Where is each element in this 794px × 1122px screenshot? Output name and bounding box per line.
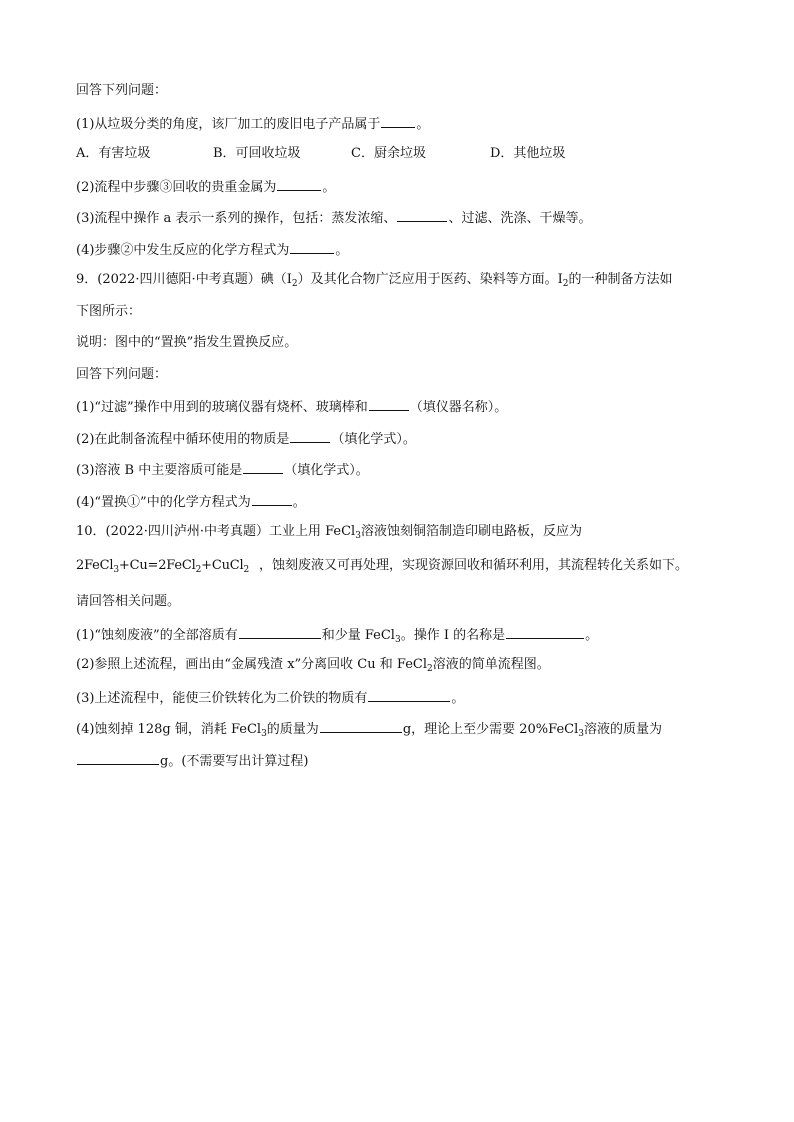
option-b[interactable]: B．可回收垃圾: [213, 146, 301, 161]
answer-blank[interactable]: [369, 397, 409, 411]
q8-options: [76, 145, 734, 163]
answer-blank[interactable]: [77, 751, 159, 765]
q9-part4: (4)“置换①”中的化学方程式为 。: [76, 492, 734, 510]
q9-stem-line2: 下图所示：: [76, 304, 142, 319]
answer-blank[interactable]: [381, 114, 415, 128]
q9-stem-line1: 9．(2022·四川德阳·中考真题）碘$(I_2)$及其化合物广泛应用于医药、染料等方面。$I_2$的一种制备方法如: [76, 272, 673, 289]
option-c[interactable]: C．厨余垃圾: [351, 146, 426, 161]
q10-equation-line: 2FeCl$_3$+Cu=2FeCl$_2$+CuCl$_2$ ，蚀刻废液又可再处理，实现资源回收和循环利用，其流程转化关系如下。: [76, 558, 689, 575]
option-a[interactable]: A．有害垃圾: [76, 146, 151, 161]
q10-part2: (2)参照上述流程，画出由“金属残渣 x”分离回收 Cu 和 FeCl$_2$溶液的简单流程图。: [76, 657, 550, 674]
q9-intro: 回答下列问题：: [76, 367, 168, 382]
q10-intro: 请回答相关问题。: [76, 594, 181, 609]
q10-part4: (4)蚀刻掉 128g 铜，消耗 FeCl$_3$的质量为 g，理论上至少需要 20%FeCl$_3$溶液的质量为: [76, 719, 734, 737]
answer-blank[interactable]: [368, 688, 450, 702]
q9-part2: (2)在此制备流程中循环使用的物质是 （填化学式）。: [76, 429, 734, 447]
answer-blank[interactable]: [290, 240, 334, 254]
answer-blank[interactable]: [252, 492, 292, 506]
answer-blank[interactable]: [320, 719, 402, 733]
q10-part4-cont: g。(不需要写出计算过程): [76, 751, 734, 769]
q8-part4: (4)步骤②中发生反应的化学方程式为 。: [76, 240, 734, 258]
q9-part3: (3)溶液 B 中主要溶质可能是 （填化学式）。: [76, 460, 734, 478]
q8-intro: 回答下列问题：: [76, 83, 168, 98]
q10-stem-line1: 10．(2022·四川泸州·中考真题）工业上用 FeCl$_3$溶液蚀刻铜箔制造印刷电路板，反应为: [76, 524, 582, 541]
q9-note: 说明：图中的“置换”指发生置换反应。: [76, 335, 298, 350]
answer-blank[interactable]: [506, 625, 584, 639]
q10-part1: (1)“蚀刻废液”的全部溶质有 和少量 FeCl$_3$。操作 I 的名称是 。: [76, 625, 734, 643]
answer-blank[interactable]: [243, 460, 283, 474]
q8-part2: (2)流程中步骤③回收的贵重金属为 。: [76, 177, 734, 195]
q10-part3: (3)上述流程中，能使三价铁转化为二价铁的物质有 。: [76, 688, 734, 706]
answer-blank[interactable]: [277, 177, 321, 191]
answer-blank[interactable]: [397, 208, 447, 222]
q8-part3: (3)流程中操作 a 表示一系列的操作，包括：蒸发浓缩、 、过滤、洗涤、干燥等。: [76, 208, 734, 226]
option-d[interactable]: D．其他垃圾: [490, 146, 566, 161]
answer-blank[interactable]: [239, 625, 321, 639]
q8-part1: (1)从垃圾分类的角度，该厂加工的废旧电子产品属于 。: [76, 114, 734, 132]
reaction-equation: 2FeCl$_3$+Cu=2FeCl$_2$+CuCl$_2$: [76, 558, 249, 575]
answer-blank[interactable]: [290, 429, 330, 443]
q9-part1: (1)“过滤”操作中用到的玻璃仪器有烧杯、玻璃棒和 （填仪器名称）。: [76, 397, 734, 415]
